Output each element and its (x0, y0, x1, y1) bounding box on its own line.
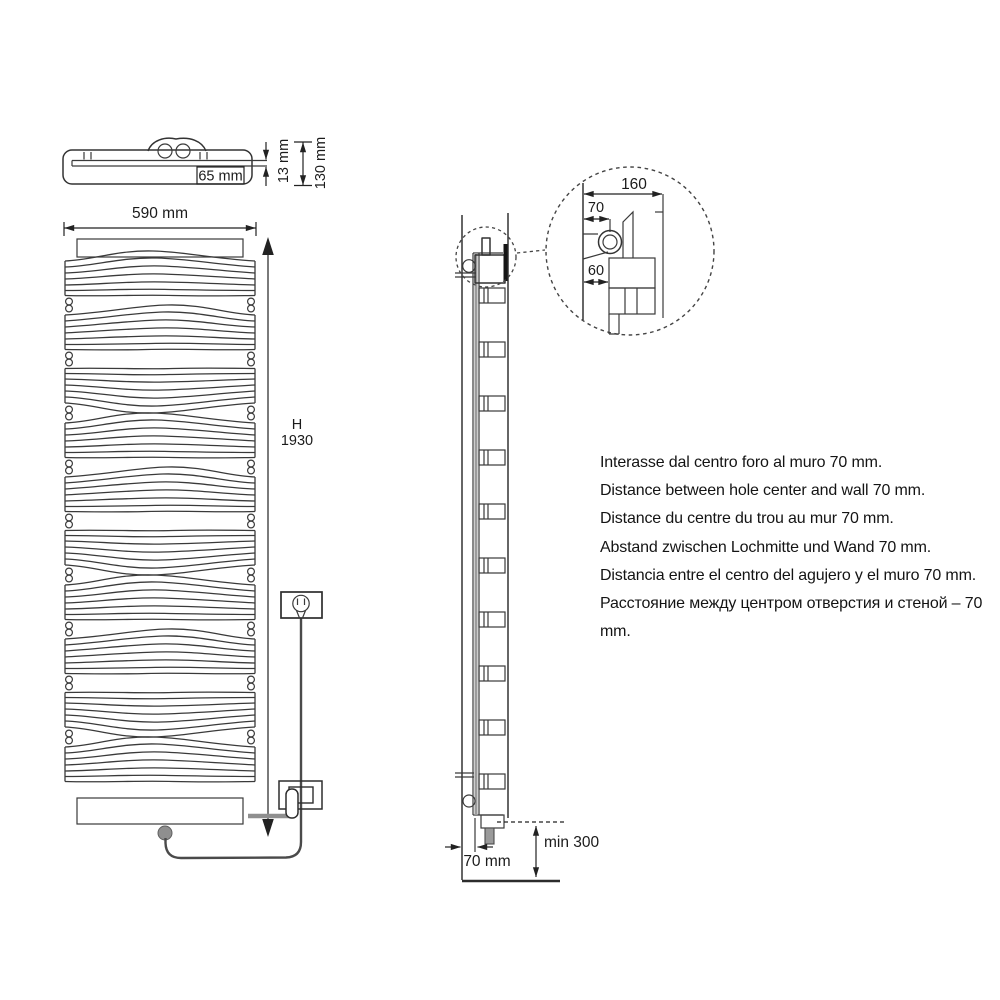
power-cable (166, 618, 302, 858)
callout-leader (517, 250, 545, 253)
height-symbol: H (291, 417, 303, 433)
note-italian: Interasse dal centro foro al muro 70 mm. (600, 454, 883, 471)
top-rail (77, 239, 243, 257)
dimension-70 (584, 200, 610, 232)
note-german: Abstand zwischen Lochmitte und Wand 70 mm. (600, 538, 932, 556)
bracket-detail-view (546, 167, 714, 335)
note-french: Distance du centre du trou au mur 70 mm. (600, 510, 894, 528)
heating-element (481, 815, 504, 844)
note-russian: Расстояние между центром отверстия и стеной – 70 mm. (600, 595, 983, 641)
mounting-hole-inner (603, 235, 617, 249)
radiator-front-view (64, 205, 322, 858)
power-socket-icon (281, 592, 322, 618)
dim-60-label: 60 (587, 263, 605, 279)
mounting-hole-outer (599, 231, 622, 254)
note-english: Distance between hole center and wall 70 mm. (600, 482, 926, 500)
dimension-70mm-wall (445, 818, 511, 870)
dim-13mm-label: 13 mm (276, 138, 292, 184)
bleed-valve-dot (158, 826, 172, 840)
installation-notes (600, 449, 995, 646)
bottom-rail (77, 798, 243, 824)
dim-min300-label: min 300 (544, 834, 600, 851)
dimension-590mm (64, 205, 256, 236)
hanger-hole-left (158, 144, 172, 158)
dimension-130mm (294, 137, 329, 189)
radiator-side-view (445, 213, 600, 881)
dim-130mm-label: 130 mm (313, 136, 329, 190)
dim-70-label: 70 (587, 200, 605, 216)
dimension-height-H1930 (262, 237, 313, 837)
dim-590mm-label: 590 mm (132, 205, 188, 222)
dimension-13mm (266, 139, 292, 186)
dimension-min300 (497, 822, 600, 877)
bottom-wall-bracket (455, 773, 475, 807)
arrow-up (262, 237, 274, 255)
hanger-hole-right (176, 144, 190, 158)
hanger-bump (148, 138, 206, 151)
dim-160-label: 160 (621, 176, 647, 193)
radiator-top-view (63, 137, 329, 189)
arrow-down (262, 819, 274, 837)
fin-cross-section (609, 212, 655, 334)
depth-label: 65 mm (198, 168, 243, 185)
dimension-60 (584, 263, 608, 282)
dim-70mm-label: 70 mm (463, 853, 511, 870)
note-spanish: Distancia entre el centro del agujero y el muro 70 mm. (600, 566, 977, 584)
height-value: 1930 (280, 433, 314, 449)
